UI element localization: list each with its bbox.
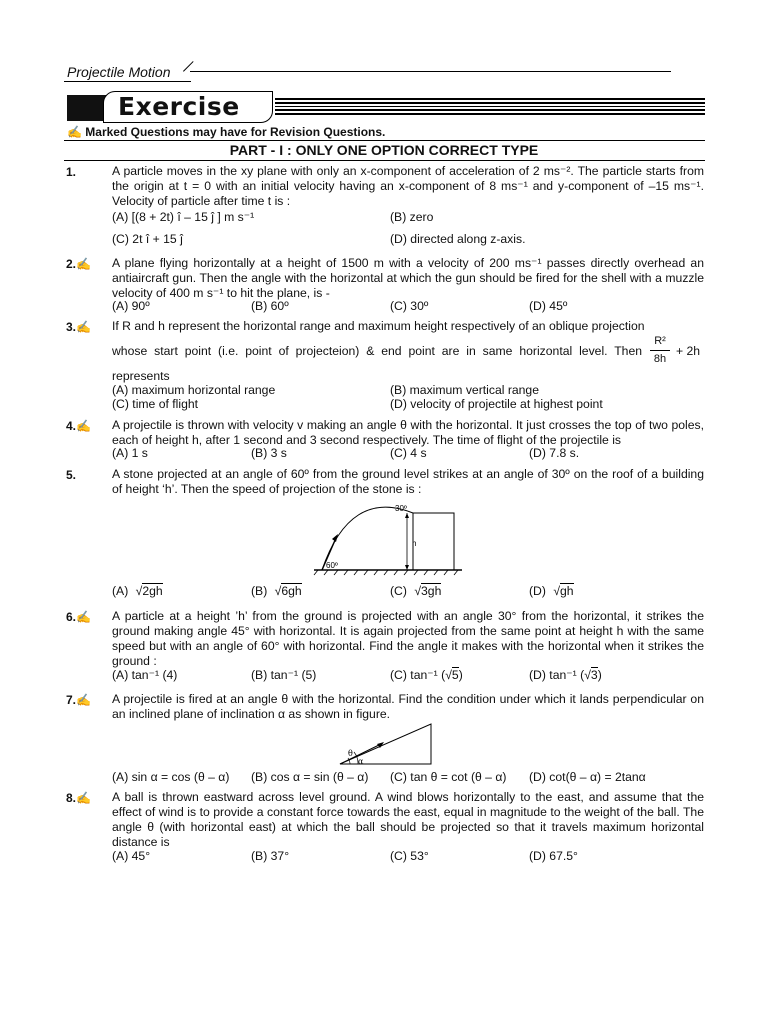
- fraction-denominator: 8h: [653, 353, 667, 365]
- question-text: If R and h represent the horizontal range and maximum height respectively of an oblique projection: [112, 319, 645, 333]
- option-d: (D) cot(θ – α) = 2tanα: [529, 770, 646, 784]
- option-c: (C) 2t î + 15 ĵ: [112, 232, 183, 246]
- question-text-line2: whose start point (i.e. point of projecteion) & end point are in same horizontal level. Then: [112, 344, 642, 358]
- option-label: (D): [529, 584, 546, 598]
- option-d: (D) 45º: [529, 299, 568, 313]
- option-a: (A) maximum horizontal range: [112, 383, 276, 397]
- option-d: [529, 668, 602, 682]
- option-b: [251, 584, 302, 598]
- question-number: 7.✍: [66, 693, 91, 707]
- fraction-numerator: R²: [654, 335, 666, 347]
- option-c: (C) 53°: [390, 849, 429, 863]
- question-number: 4.✍: [66, 419, 91, 433]
- option-d: (D) directed along z-axis.: [390, 232, 526, 246]
- part-rule-top: [64, 140, 705, 141]
- sqrt-icon: √: [135, 584, 143, 598]
- alpha-label: α: [358, 757, 364, 766]
- sqrt-icon: √: [414, 584, 422, 598]
- question-text-suffix: + 2h: [676, 344, 701, 358]
- chapter-title: Projectile Motion: [67, 64, 171, 80]
- close-paren: ): [597, 668, 602, 682]
- option-c: (C) 30º: [390, 299, 429, 313]
- arrowhead: [405, 513, 409, 518]
- option-b: (B) 37°: [251, 849, 290, 863]
- option-b: (B) maximum vertical range: [390, 383, 539, 397]
- fraction-bar: [650, 350, 670, 351]
- radicand: 3: [590, 668, 598, 682]
- open-paren: (: [580, 668, 585, 682]
- angle-top-label: 30º: [395, 504, 407, 513]
- question-text: A projectile is thrown with velocity v making an angle θ with the horizontal. It just crosses the top of two poles, each of height h, after 1 second and 3 second respectively. The time of flight of the projectile is: [112, 418, 704, 447]
- option-label: (A): [112, 584, 129, 598]
- marked-note: ✍ Marked Questions may have for Revision Questions.: [67, 125, 386, 139]
- option-a: [112, 584, 163, 598]
- option-a: (A) 90º: [112, 299, 150, 313]
- option-label: (C): [390, 584, 407, 598]
- option-c: [390, 668, 463, 682]
- sqrt-icon: √: [445, 668, 452, 682]
- radicand: 5: [451, 668, 459, 682]
- option-a: (A) 1 s: [112, 446, 148, 460]
- option-a: (A) sin α = cos (θ – α): [112, 770, 230, 784]
- close-paren: ): [458, 668, 463, 682]
- question-number: 8.✍: [66, 791, 91, 805]
- question-number: 3.✍: [66, 320, 91, 334]
- radicand: 3gh: [421, 584, 442, 598]
- banner-lines: [275, 98, 705, 117]
- part-title: PART - I : ONLY ONE OPTION CORRECT TYPE: [229, 142, 539, 158]
- option-c: [390, 584, 441, 598]
- question-number: 5.: [66, 468, 77, 482]
- option-label: (B) tan⁻¹ (5): [251, 668, 317, 682]
- question-text: A stone projected at an angle of 60º from the ground level strikes at an angle of 30º on the roof of a building of height ‘h’. Then the speed of projection of the stone is :: [112, 467, 704, 496]
- building-rect: [413, 513, 454, 570]
- option-a: (A) [(8 + 2t) î – 15 ĵ ] m s⁻¹: [112, 210, 255, 224]
- question-text-line3: represents: [112, 369, 170, 383]
- option-label: (A) tan⁻¹ (4): [112, 668, 178, 682]
- option-d: (D) 7.8 s.: [529, 446, 580, 460]
- sqrt-icon: √: [584, 668, 591, 682]
- option-b: (B) 60º: [251, 299, 289, 313]
- option-a: [112, 668, 177, 682]
- banner-title: Exercise: [118, 92, 240, 121]
- option-label: (D) tan⁻¹: [529, 668, 577, 682]
- header-rule: [190, 71, 671, 72]
- question-text: A projectile is fired at an angle θ with the horizontal. Find the condition under which it lands perpendicular on an inclined plane of inclination α as shown in figure.: [112, 692, 704, 721]
- option-c: (C) tan θ = cot (θ – α): [390, 770, 507, 784]
- sqrt-icon: √: [274, 584, 282, 598]
- option-c: (C) 4 s: [390, 446, 427, 460]
- option-b: (B) 3 s: [251, 446, 287, 460]
- banner-black-bar: [67, 95, 107, 121]
- option-d: [529, 584, 574, 598]
- building-figure: [300, 498, 470, 578]
- option-label: (B): [251, 584, 268, 598]
- incline-figure: [336, 722, 436, 767]
- radicand: 6gh: [281, 584, 302, 598]
- incline-triangle: [340, 724, 431, 764]
- height-label: h: [412, 539, 417, 548]
- question-text: A particle at a height ’h’ from the ground is projected with an angle 30° from the horizontal, it strikes the ground making angle 45° with horizontal. It is again projected from the same point at height h with the same speed but with an angle of 60° with horizontal. Find the angle it makes with the horizontal when it strikes the ground :: [112, 609, 704, 668]
- theta-label: θ: [348, 749, 353, 758]
- part-rule-bottom: [64, 160, 705, 161]
- question-text: A particle moves in the xy plane with only an x-component of acceleration of 2 ms⁻². The particle starts from the origin at t = 0 with an initial velocity having an x-component of 8 ms⁻¹ and y-component of –15 ms⁻¹. Velocity of particle after time t is :: [112, 164, 704, 208]
- option-d: (D) velocity of projectile at highest point: [390, 397, 603, 411]
- question-number: 1.: [66, 165, 77, 179]
- sqrt-icon: √: [553, 584, 561, 598]
- radicand: 2gh: [142, 584, 163, 598]
- question-number: 6.✍: [66, 610, 91, 624]
- option-b: (B) cos α = sin (θ – α): [251, 770, 369, 784]
- option-b: [251, 668, 316, 682]
- question-text: A plane flying horizontally at a height of 1500 m with a velocity of 200 ms⁻¹ passes directly overhead an antiaircraft gun. Then the angle with the horizontal at which the gun should be fired for the shell with a muzzle velocity of 400 m s⁻¹ to hit the plane, is -: [112, 256, 704, 300]
- radicand: gh: [560, 584, 574, 598]
- question-number: 2.✍: [66, 257, 91, 271]
- option-d: (D) 67.5°: [529, 849, 578, 863]
- question-text: A ball is thrown eastward across level ground. A wind blows horizontally to the east, and assume that the effect of wind is to provide a constant force towards the east, equal in magnitude to the weight of the ball. The angle θ (with horizontal east) at which the ball should be projected so that it travels maximum horizontal distance is: [112, 790, 704, 849]
- angle-bottom-label: 60º: [326, 561, 338, 570]
- option-b: (B) zero: [390, 210, 434, 224]
- option-label: (C) tan⁻¹: [390, 668, 438, 682]
- option-c: (C) time of flight: [112, 397, 199, 411]
- option-a: (A) 45°: [112, 849, 151, 863]
- open-paren: (: [441, 668, 446, 682]
- header-rule-lower: [64, 81, 191, 82]
